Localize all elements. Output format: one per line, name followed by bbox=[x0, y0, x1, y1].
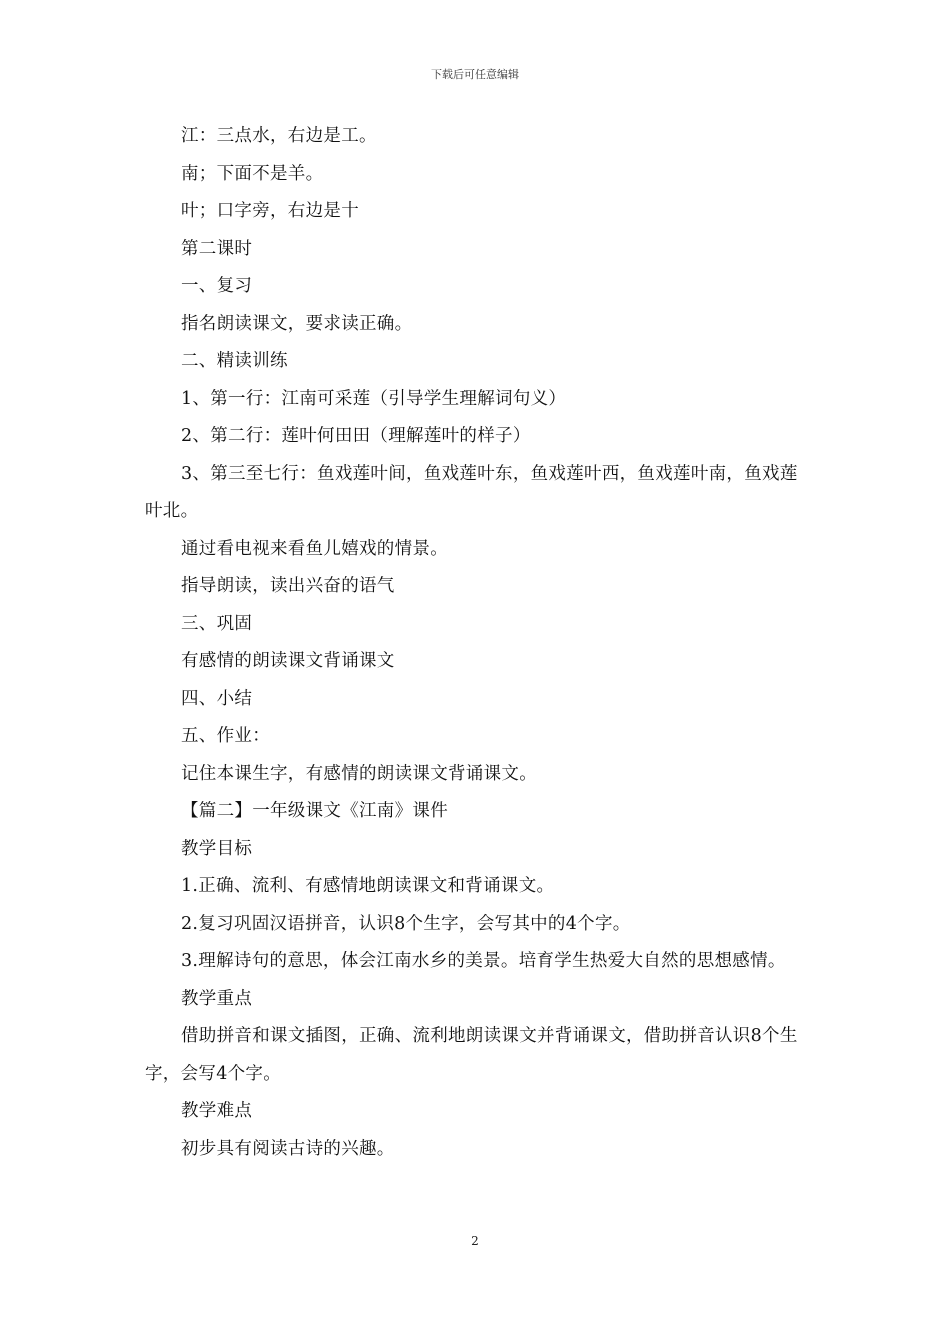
paragraph: 通过看电视来看鱼儿嬉戏的情景。 bbox=[181, 538, 448, 559]
section-heading: 第二课时 bbox=[181, 238, 253, 259]
paragraph: 有感情的朗读课文背诵课文 bbox=[181, 651, 395, 671]
section-heading: 二、精读训练 bbox=[181, 351, 288, 371]
paragraph: 南；下面不是羊。 bbox=[181, 163, 324, 184]
section-heading: 教学难点 bbox=[181, 1101, 253, 1121]
list-item: 3、第三至七行：鱼戏莲叶间，鱼戏莲叶东，鱼戏莲叶西，鱼戏莲叶南，鱼戏莲叶北。 bbox=[145, 463, 798, 521]
list-item: 1、第一行：江南可采莲（引导学生理解词句义） bbox=[181, 388, 567, 409]
paragraph: 记住本课生字，有感情的朗读课文背诵课文。 bbox=[181, 763, 537, 784]
section-heading: 五、作业： bbox=[181, 726, 270, 746]
section-heading: 一、复习 bbox=[181, 276, 253, 296]
paragraph: 初步具有阅读古诗的兴趣。 bbox=[181, 1138, 395, 1159]
section-heading: 三、巩固 bbox=[181, 613, 253, 634]
paragraph: 叶；口字旁，右边是十 bbox=[181, 201, 359, 221]
list-item: 1.正确、流利、有感情地朗读课文和背诵课文。 bbox=[181, 876, 555, 896]
page-number: 2 bbox=[471, 1234, 479, 1248]
paragraph: 指名朗读课文，要求读正确。 bbox=[181, 313, 413, 334]
paragraph: 江：三点水，右边是工。 bbox=[181, 126, 377, 146]
section-heading: 四、小结 bbox=[181, 688, 253, 709]
page-header: 下载后可任意编辑 bbox=[431, 68, 519, 81]
document-body bbox=[145, 118, 807, 1168]
list-item: 2、第二行：莲叶何田田（理解莲叶的样子） bbox=[181, 426, 531, 446]
section-heading: 教学目标 bbox=[181, 838, 253, 859]
list-item: 3.理解诗句的意思，体会江南水乡的美景。培育学生热爱大自然的思想感情。 bbox=[181, 951, 786, 971]
section-heading: 教学重点 bbox=[181, 988, 253, 1009]
list-item: 2.复习巩固汉语拼音，认识8个生字，会写其中的4个字。 bbox=[181, 913, 631, 934]
paragraph: 借助拼音和课文插图，正确、流利地朗读课文并背诵课文，借助拼音认识8个生字，会写4个字。 bbox=[145, 1026, 798, 1084]
paragraph: 指导朗读，读出兴奋的语气 bbox=[181, 576, 395, 596]
chapter-title: 【篇二】一年级课文《江南》课件 bbox=[181, 801, 448, 821]
